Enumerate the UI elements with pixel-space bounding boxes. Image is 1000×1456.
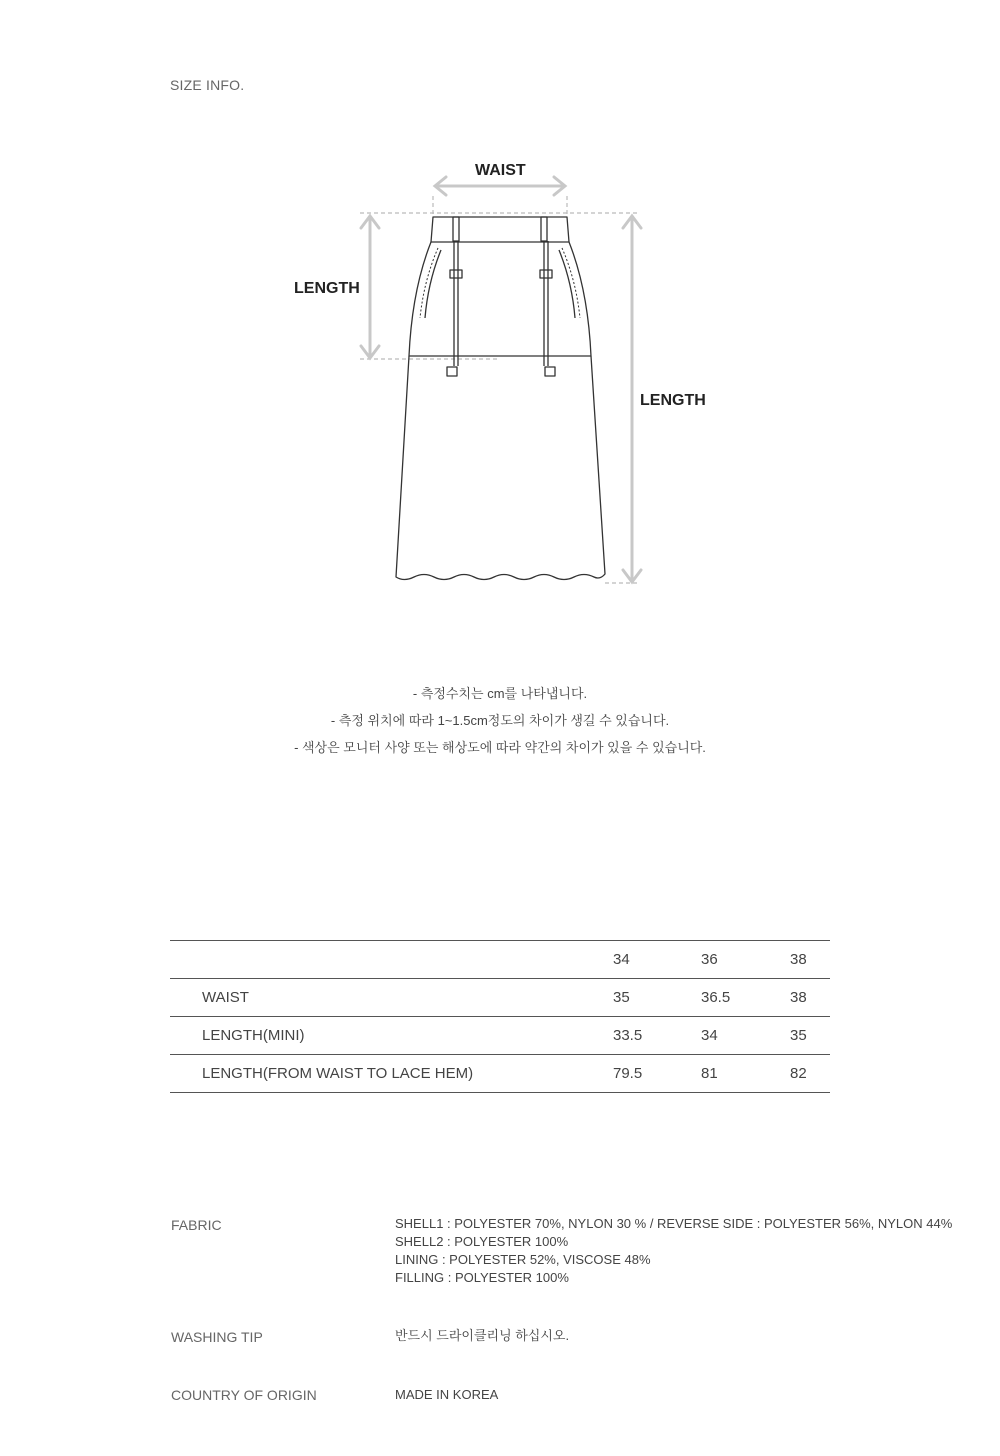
- note-line: - 측정수치는 cm를 나타냅니다.: [412, 686, 588, 701]
- country-of-origin-value: MADE IN KOREA: [395, 1387, 499, 1402]
- skirt-measurement-diagram: [0, 0, 1000, 640]
- fabric-line: SHELL2 : POLYESTER 100%: [395, 1234, 569, 1249]
- size-table: [170, 940, 830, 1093]
- fabric-line: SHELL1 : POLYESTER 70%, NYLON 30 % / REVERSE SIDE : POLYESTER 56%, NYLON 44%: [395, 1216, 953, 1231]
- table-row: [170, 1055, 830, 1093]
- waist-label: WAIST: [475, 162, 526, 179]
- table-header-row: [170, 941, 830, 979]
- table-cell: 82: [790, 1055, 830, 1093]
- table-cell: 35: [790, 1017, 830, 1055]
- table-cell: 81: [701, 1055, 790, 1093]
- full-length-arrow: [623, 216, 641, 582]
- table-row: [170, 979, 830, 1017]
- measurement-notes: [0, 680, 1000, 761]
- fabric-composition: [395, 1215, 952, 1287]
- mini-length-arrow: [361, 216, 379, 358]
- table-header-cell: [170, 941, 613, 979]
- guide-lines: [360, 196, 640, 583]
- fabric-line: LINING : POLYESTER 52%, VISCOSE 48%: [395, 1252, 651, 1267]
- table-cell: 33.5: [613, 1017, 701, 1055]
- table-header-cell: 38: [790, 941, 830, 979]
- table-cell: 35: [613, 979, 701, 1017]
- fabric-label: FABRIC: [171, 1217, 222, 1233]
- table-cell: LENGTH(MINI): [170, 1017, 613, 1055]
- country-of-origin-label: COUNTRY OF ORIGIN: [171, 1387, 317, 1403]
- table-header-cell: 34: [613, 941, 701, 979]
- table-cell: 34: [701, 1017, 790, 1055]
- table-cell: 36.5: [701, 979, 790, 1017]
- table-cell: 79.5: [613, 1055, 701, 1093]
- note-line: - 색상은 모니터 사양 또는 해상도에 따라 약간의 차이가 있을 수 있습니다.: [294, 740, 706, 755]
- length-full-label: LENGTH: [640, 392, 706, 409]
- skirt-illustration: [396, 217, 605, 580]
- washing-tip-label: WASHING TIP: [171, 1329, 263, 1345]
- table-row: [170, 1017, 830, 1055]
- fabric-line: FILLING : POLYESTER 100%: [395, 1270, 569, 1285]
- washing-tip-value: 반드시 드라이클리닝 하십시오.: [395, 1328, 570, 1343]
- table-cell: 38: [790, 979, 830, 1017]
- section-title: SIZE INFO.: [170, 77, 245, 93]
- table-header-cell: 36: [701, 941, 790, 979]
- table-cell: WAIST: [170, 979, 613, 1017]
- table-cell: LENGTH(FROM WAIST TO LACE HEM): [170, 1055, 613, 1093]
- note-line: - 측정 위치에 따라 1~1.5cm정도의 차이가 생길 수 있습니다.: [330, 713, 670, 728]
- length-mini-label: LENGTH: [294, 280, 360, 297]
